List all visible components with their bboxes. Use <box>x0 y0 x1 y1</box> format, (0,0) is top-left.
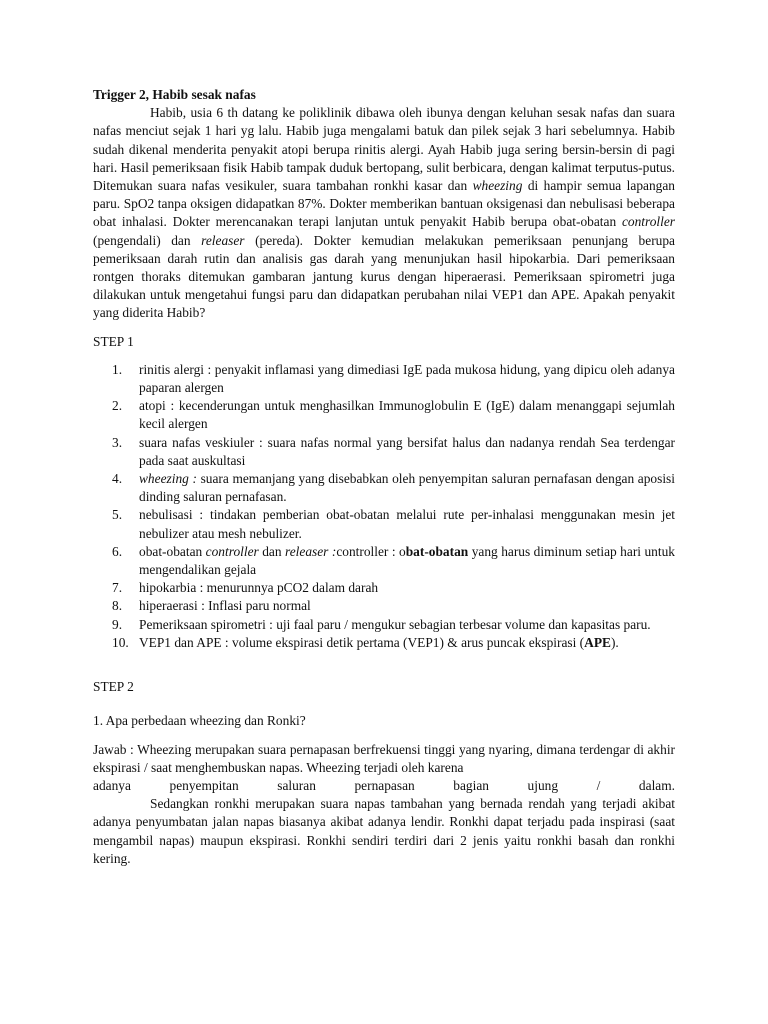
list-item <box>112 579 675 597</box>
list-item-text: Pemeriksaan spirometri : uji faal paru / mengukur sebagian terbesar volume dan kapasitas paru. <box>139 616 651 632</box>
list-item-number: 5. <box>112 507 123 523</box>
trigger-term-releaser: releaser <box>201 232 245 248</box>
list-item-term-controller: controller <box>205 543 259 559</box>
list-item-tail: ). <box>610 634 619 650</box>
document-page <box>93 86 675 868</box>
trigger-text-lead: Habib, usia 6 th datang ke poliklinik dibawa oleh ibunya dengan keluhan sesak nafas dan suara nafas menciut sejak 1 hari yg lalu. Habib juga mengalami batuk dan pilek sejak 3 hari sebelumnya. Habib sudah dikenal menderita penyakit atopi berupa rinitis alergi. Ayah Habib juga sering bersin-bersin di pagi hari. Hasil pemeriksaan fisik Habib tampak duduk bertopang, sulit berbicara, dengan kalimat terputus-putus. Ditemukan suara nafas vesikuler, suara tambahan ronkhi kasar dan <box>93 105 675 194</box>
list-item-number: 2. <box>112 398 123 414</box>
step2-heading: STEP 2 <box>93 679 134 695</box>
list-item-number: 4. <box>112 471 123 487</box>
list-item <box>112 470 675 506</box>
trigger-text-mid: di hampir semua lapangan paru. SpO2 tanpa oksigen didapatkan 87%. Dokter memberikan bantuan oksigenasi dan nebulisasi beberapa obat inhalasi. Dokter merencanakan terapi lanjutan untuk penyakit Habib berupa obat-obatan <box>93 178 675 230</box>
list-item-text: suara memanjang yang disebabkan oleh penyempitan saluran pernafasan dengan aposisi dinding saluran pernafasan. <box>139 471 675 505</box>
list-item-text: rinitis alergi : penyakit inflamasi yang dimediasi IgE pada mukosa hidung, yang dipicu oleh adanya paparan alergen <box>139 361 675 396</box>
list-item <box>112 597 675 615</box>
list-item <box>112 397 675 433</box>
spacer <box>93 652 675 678</box>
list-item <box>112 434 675 470</box>
list-item <box>112 506 675 542</box>
list-item-text-b: yang harus diminum setiap hari untuk mengendalikan gejala <box>139 543 675 578</box>
list-item-text: VEP1 dan APE : volume ekspirasi detik pertama (VEP1) & arus puncak ekspirasi ( <box>139 634 585 650</box>
list-item <box>112 616 675 634</box>
list-item-text: nebulisasi : tindakan pemberian obat-obatan melalui rute per-inhalasi menggunakan mesin jet nebulizer atau mesh nebulizer. <box>139 507 675 541</box>
list-item-number: 1. <box>112 361 123 377</box>
list-item-text: hipokarbia : menurunnya pCO2 dalam darah <box>139 580 379 596</box>
trigger-term-controller: controller <box>621 214 675 230</box>
list-item-number: 9. <box>112 616 123 632</box>
list-item-text-a: controller : o <box>336 543 406 559</box>
trigger-term-wheezing: wheezing <box>472 178 523 194</box>
trigger-title: Trigger 2, Habib sesak nafas <box>93 87 256 102</box>
list-item-text: atopi : kecenderungan untuk menghasilkan Immunoglobulin E (IgE) dalam menanggapi sejumlah kecil alergen <box>139 398 675 432</box>
list-item-number: 6. <box>112 543 123 559</box>
list-item <box>112 361 675 397</box>
step2-answer-paragraph-1 <box>93 741 675 777</box>
list-item-term-releaser: releaser : <box>285 543 337 559</box>
list-item-term: wheezing : <box>139 471 197 487</box>
list-item-text: hiperaerasi : Inflasi paru normal <box>139 598 311 614</box>
list-item-bold: APE <box>584 634 611 650</box>
list-item-prefix: obat-obatan <box>139 543 206 559</box>
step2-answer-last-line: adanya penyempitan saluran pernapasan bagian ujung / dalam. <box>93 777 675 793</box>
list-item <box>112 543 675 579</box>
step1-definition-list <box>93 361 675 652</box>
step2-question: 1. Apa perbedaan wheezing dan Ronki? <box>93 713 306 729</box>
list-item-text: suara nafas veskiuler : suara nafas normal yang bersifat halus dan nadanya rendah Sea terdengar pada saat auskultasi <box>139 434 675 468</box>
list-item-number: 8. <box>112 598 123 614</box>
list-item-number: 3. <box>112 434 123 450</box>
list-item <box>112 634 675 652</box>
trigger-text-tail: (pereda). Dokter kemudian melakukan pemeriksaan penunjang berupa pemeriksaan darah rutin dan analisis gas darah yang menunjukan hasil hipokarbia. Dari pemeriksaan rontgen thoraks ditemukan gambaran jantung kurus dengan hiperaerasi. Pemeriksaan spirometri juga dilakukan untuk mengetahui fungsi paru dan didapatkan perubahan nilai VEP1 dan APE. Apakah penyakit yang diderita Habib? <box>93 232 675 321</box>
step2-answer-paragraph-2: Sedangkan ronkhi merupakan suara napas tambahan yang bernada rendah yang terjadi akibat adanya penyumbatan jalan napas biasanya akibat adanya lendir. Ronkhi dapat terjadu pada inspirasi (saat mengambil napas) maupun ekspirasi. Ronkhi sendiri terdiri dari 2 jenis yaitu ronkhi basah dan ronkhi kering. <box>93 796 675 866</box>
list-item-number: 7. <box>112 580 123 596</box>
trigger-paragraph <box>93 104 675 322</box>
list-item-mid: dan <box>258 543 285 559</box>
list-item-number: 10. <box>112 634 129 650</box>
step1-heading: STEP 1 <box>93 333 134 349</box>
trigger-text-mid2: (pengendali) dan <box>93 232 202 248</box>
list-item-bold: bat-obatan <box>405 543 469 559</box>
answer-text: Jawab : Wheezing merupakan suara pernapasan berfrekuensi tinggi yang nyaring, dimana terdengar di akhir ekspirasi / saat menghembuskan napas. Wheezing terjadi oleh karena <box>93 741 675 775</box>
